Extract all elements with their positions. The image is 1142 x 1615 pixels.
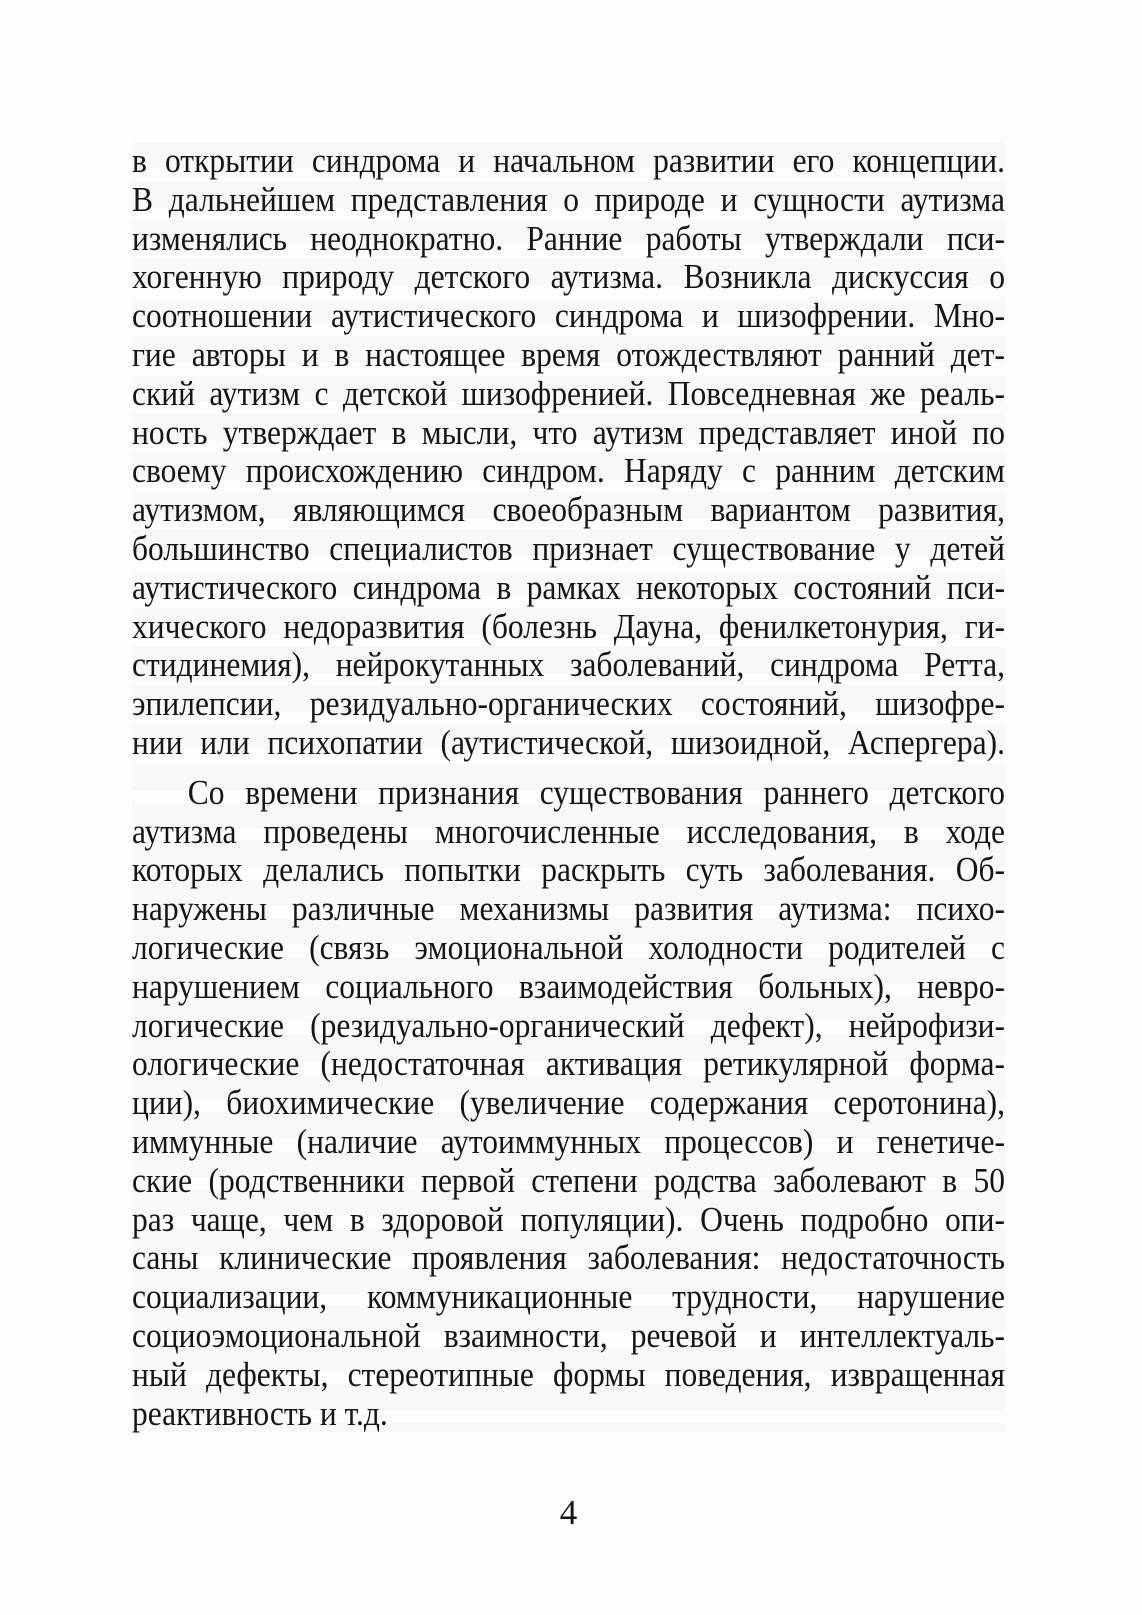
text-line: социализации, коммуникационные трудности, нарушение <box>132 1278 1005 1317</box>
text-line: ский аутизм с детской шизофренией. Повседневная же реаль- <box>132 374 1005 413</box>
text-line: стидинемия), нейрокутанных заболеваний, синдрома Ретта, <box>132 646 1005 685</box>
paragraph-2 <box>132 774 1005 1434</box>
text-line: своему происхождению синдром. Наряду с ранним детским <box>132 452 1005 491</box>
text-line: нарушением социального взаимодействия больных), невро- <box>132 967 1005 1006</box>
text-line: ный дефекты, стереотипные формы поведения, извращенная <box>132 1355 1005 1394</box>
text-line: хогенную природу детского аутизма. Возникла дискуссия о <box>132 258 1005 297</box>
text-line: наружены различные механизмы развития аутизма: психо- <box>132 890 1005 929</box>
text-line: логические (связь эмоциональной холодности родителей с <box>132 928 1005 967</box>
page-number: 4 <box>559 1493 578 1532</box>
text-line: большинство специалистов признает существование у детей <box>132 529 1005 568</box>
text-line: раз чаще, чем в здоровой популяции). Очень подробно опи- <box>132 1200 1005 1239</box>
text-line: реактивность и т.д. <box>132 1394 388 1433</box>
text-line: Со времени признания существования раннего детского <box>187 773 1005 812</box>
text-line: гие авторы и в настоящее время отождествляют ранний дет- <box>132 335 1005 374</box>
text-line: логические (резидуально-органический дефект), нейрофизи- <box>132 1006 1005 1045</box>
text-line: изменялись неоднократно. Ранние работы утверждали пси- <box>132 219 1005 258</box>
text-line: аутистического синдрома в рамках некоторых состояний пси- <box>132 568 1005 607</box>
text-line: ские (родственники первой степени родства заболевают в 50 <box>132 1161 1005 1200</box>
text-line: которых делались попытки раскрыть суть заболевания. Об- <box>132 851 1005 890</box>
text-line: ологические (недостаточная активация ретикулярной форма- <box>132 1045 1005 1084</box>
text-line: социоэмоциональной взаимности, речевой и интеллектуаль- <box>132 1316 1005 1355</box>
text-line: иммунные (наличие аутоиммунных процессов) и генетиче- <box>132 1122 1005 1161</box>
text-line: нии или психопатии (аутистической, шизоидной, Аспергера). <box>132 723 1005 762</box>
text-line: аутизмом, являющимся своеобразным вариантом развития, <box>132 491 1005 530</box>
text-line: саны клинические проявления заболевания: недостаточность <box>132 1239 1005 1278</box>
paragraph-1 <box>132 142 1005 763</box>
text-block <box>132 142 1005 1433</box>
text-line: ность утверждает в мысли, что аутизм представляет иной по <box>132 413 1005 452</box>
text-line: в открытии синдрома и начальном развитии его концепции. <box>132 142 1005 180</box>
text-line: аутизма проведены многочисленные исследования, в ходе <box>132 812 1005 851</box>
text-line: хического недоразвития (болезнь Дауна, фенилкетонурия, ги- <box>132 607 1005 646</box>
text-line: ции), биохимические (увеличение содержания серотонина), <box>132 1084 1005 1123</box>
text-line: В дальнейшем представления о природе и сущности аутизма <box>132 180 1005 219</box>
text-line: соотношении аутистического синдрома и шизофрении. Мно- <box>132 297 1005 336</box>
text-line: эпилепсии, резидуально-органических состояний, шизофре- <box>132 685 1005 724</box>
